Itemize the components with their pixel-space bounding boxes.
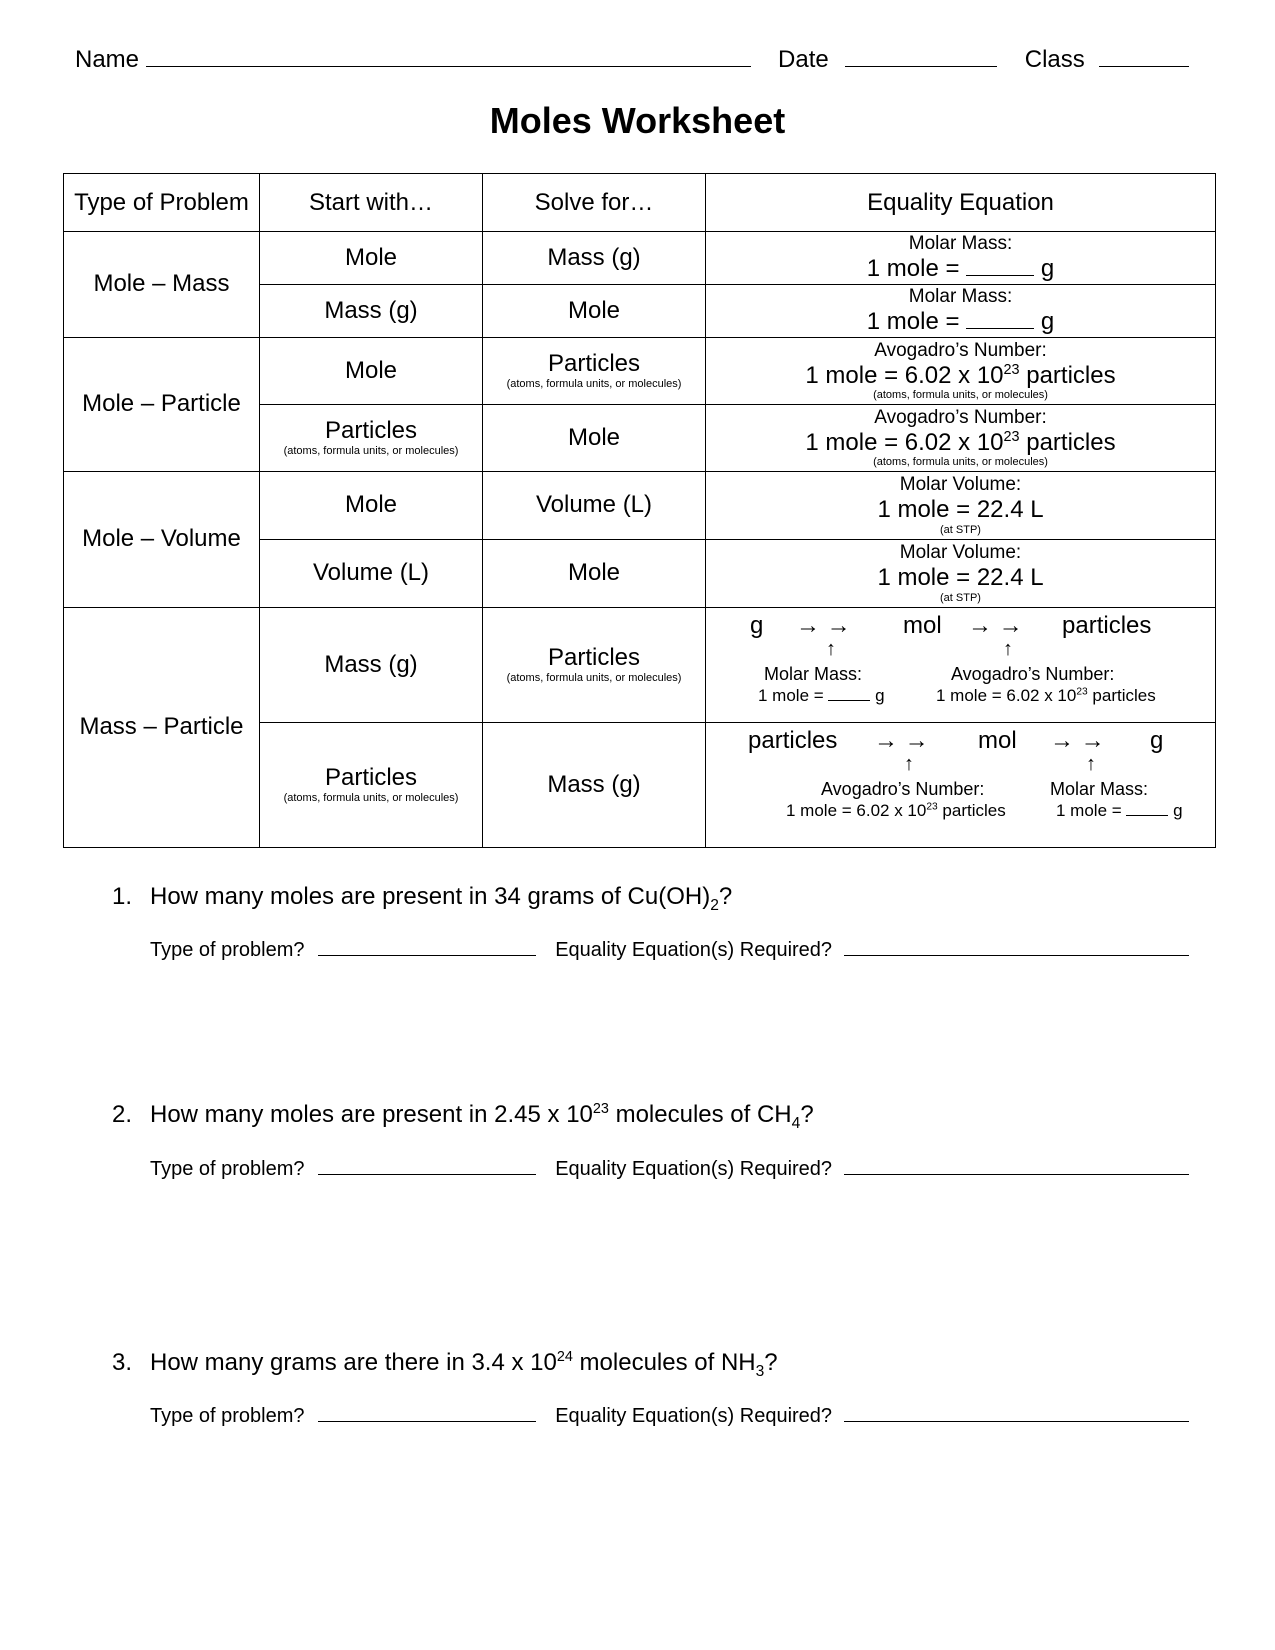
start-cell: Mole bbox=[260, 338, 483, 405]
table-row bbox=[64, 608, 1216, 723]
name-label: Name bbox=[75, 46, 140, 73]
start-cell: Particles (atoms, formula units, or molecules) bbox=[260, 405, 483, 472]
blank-line[interactable] bbox=[966, 310, 1034, 329]
equation-cell: Molar Volume: 1 mole = 22.4 L (at STP) bbox=[706, 472, 1216, 540]
start-cell: Mass (g) bbox=[260, 285, 483, 338]
group-mole-particle: Mole – Particle bbox=[64, 338, 260, 472]
equality-field[interactable] bbox=[844, 937, 1189, 956]
question-2: 2. How many moles are present in 2.45 x $10^{23}$ molecules of $CH_4$? bbox=[112, 1101, 814, 1132]
equality-field[interactable] bbox=[844, 1403, 1189, 1422]
equation-cell: Molar Mass: 1 mole = g bbox=[706, 232, 1216, 285]
solve-cell: Volume (L) bbox=[483, 472, 706, 540]
type-of-problem-field[interactable] bbox=[318, 937, 536, 956]
equation-cell: Molar Mass: 1 mole = g bbox=[706, 285, 1216, 338]
table-row bbox=[64, 338, 1216, 405]
group-mass-particle: Mass – Particle bbox=[64, 608, 260, 848]
table-row bbox=[64, 232, 1216, 285]
start-cell: Particles (atoms, formula units, or molecules) bbox=[260, 723, 483, 848]
question-3: 3. How many grams are there in 3.4 x $10^{24}$ molecules of $NH_3$? bbox=[112, 1349, 778, 1380]
equation-cell: Avogadro’s Number: 1 mole = 6.02 x $10^{23}$ particles (atoms, formula units, or molecules) bbox=[706, 405, 1216, 472]
solve-cell: Mass (g) bbox=[483, 232, 706, 285]
page-title: Moles Worksheet bbox=[489, 100, 786, 141]
date-field[interactable] bbox=[845, 44, 997, 67]
equation-cell: Avogadro’s Number: 1 mole = 6.02 x $10^{23}$ particles (atoms, formula units, or molecules) bbox=[706, 338, 1216, 405]
header-type: Type of Problem bbox=[64, 174, 260, 232]
start-cell: Mole bbox=[260, 472, 483, 540]
group-mole-volume: Mole – Volume bbox=[64, 472, 260, 608]
name-field[interactable] bbox=[146, 44, 751, 67]
question-1: 1. How many moles are present in 34 grams of $Cu(OH)_2$? bbox=[112, 883, 733, 914]
header-line bbox=[75, 44, 1189, 74]
solve-cell: Particles (atoms, formula units, or molecules) bbox=[483, 608, 706, 723]
start-cell: Volume (L) bbox=[260, 540, 483, 608]
header-equation: Equality Equation bbox=[706, 174, 1216, 232]
solve-cell: Particles (atoms, formula units, or molecules) bbox=[483, 338, 706, 405]
solve-cell: Mole bbox=[483, 285, 706, 338]
date-label: Date bbox=[778, 46, 829, 73]
start-cell: Mass (g) bbox=[260, 608, 483, 723]
table-header-row bbox=[64, 174, 1216, 232]
answer-line-2: Type of problem? Equality Equation(s) Required? bbox=[150, 1156, 1189, 1181]
start-cell: Mole bbox=[260, 232, 483, 285]
solve-cell: Mole bbox=[483, 540, 706, 608]
type-of-problem-field[interactable] bbox=[318, 1403, 536, 1422]
header-start: Start with… bbox=[260, 174, 483, 232]
equation-cell: Molar Volume: 1 mole = 22.4 L (at STP) bbox=[706, 540, 1216, 608]
header-solve: Solve for… bbox=[483, 174, 706, 232]
equality-field[interactable] bbox=[844, 1156, 1189, 1175]
solve-cell: Mole bbox=[483, 405, 706, 472]
type-of-problem-field[interactable] bbox=[318, 1156, 536, 1175]
solve-cell: Mass (g) bbox=[483, 723, 706, 848]
class-label: Class bbox=[1024, 46, 1085, 73]
blank-line[interactable] bbox=[966, 257, 1034, 276]
flow-cell: particles → → mol → → g ↑ ↑ Avogadro’s Number: 1 mole = 6.02 x $10^{23}$ particles Molar Mass: 1 mole = g bbox=[706, 723, 1216, 848]
answer-line-3: Type of problem? Equality Equation(s) Required? bbox=[150, 1403, 1189, 1428]
class-field[interactable] bbox=[1099, 44, 1189, 67]
flow-cell: g → → mol → → particles ↑ ↑ Molar Mass: 1 mole = g Avogadro’s Number: 1 mole = 6.02 x $10^{23}$ particles bbox=[706, 608, 1216, 723]
moles-table bbox=[63, 173, 1216, 848]
answer-line-1: Type of problem? Equality Equation(s) Required? bbox=[150, 937, 1189, 962]
group-mole-mass: Mole – Mass bbox=[64, 232, 260, 338]
table-row bbox=[64, 472, 1216, 540]
